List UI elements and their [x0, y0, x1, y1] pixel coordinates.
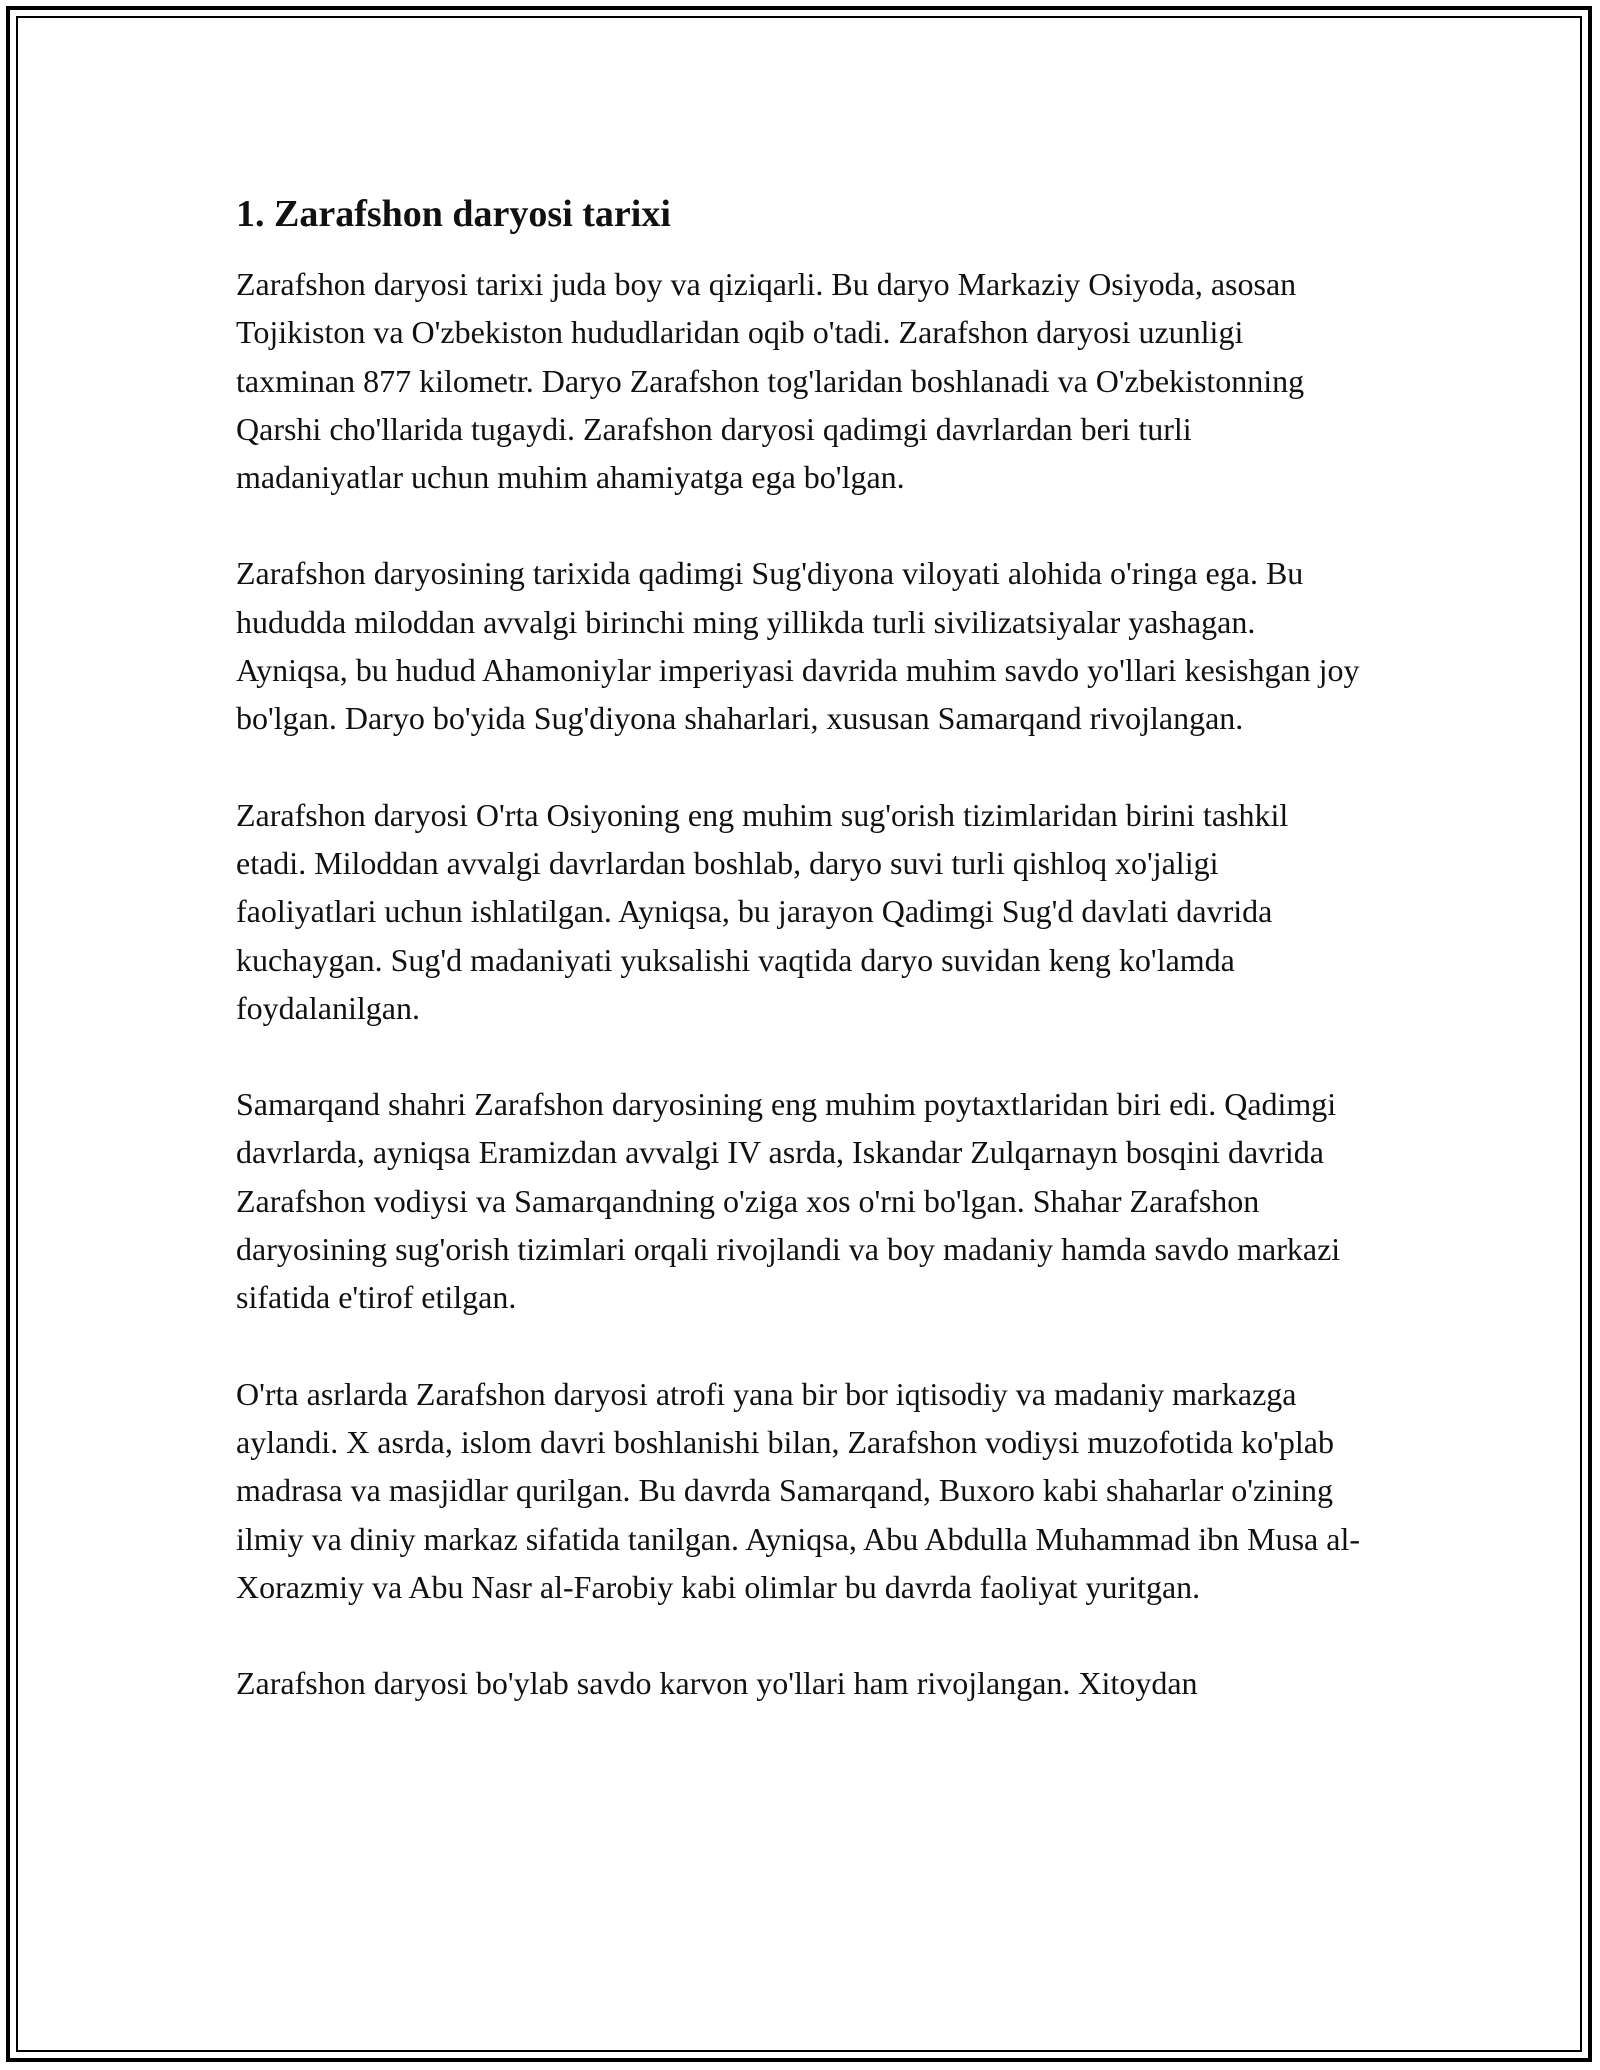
paragraph-3: Zarafshon daryosi O'rta Osiyoning eng muhim sug'orish tizimlaridan birini tashkil etadi. Miloddan avvalgi davrlardan boshlab, daryo suvi turli qishloq xo'jaligi faoliyatlari uchun ishlatilgan. Ayniqsa, bu jarayon Qadimgi Sug'd davlati davrida kuchaygan. Sug'd madaniyati yuksalishi vaqtida daryo suvidan keng ko'lamda foydalanilgan. — [236, 796, 1289, 1026]
document-body — [236, 186, 1366, 1755]
paragraph-1: Zarafshon daryosi tarixi juda boy va qiziqarli. Bu daryo Markaziy Osiyoda, asosan Tojikiston va O'zbekiston hududlaridan oqib o'tadi. Zarafshon daryosi uzunligi taxminan 877 kilometr. Daryo Zarafshon tog'laridan boshlanadi va O'zbekistonning Qarshi cho'llarida tugaydi. Zarafshon daryosi qadimgi davrlardan beri turli madaniyatlar uchun muhim ahamiyatga ega bo'lgan. — [236, 266, 1305, 496]
paragraph-2: Zarafshon daryosining tarixida qadimgi Sug'diyona viloyati alohida o'ringa ega. Bu hududda miloddan avvalgi birinchi ming yillikda turli sivilizatsiyalar yashagan. Ayniqsa, bu hudud Ahamoniylar imperiyasi davrida muhim savdo yo'llari kesishgan joy bo'lgan. Daryo bo'yida Sug'diyona shaharlari, xususan Samarqand rivojlangan. — [236, 555, 1360, 737]
paragraph-4: Samarqand shahri Zarafshon daryosining eng muhim poytaxtlaridan biri edi. Qadimgi davrlarda, ayniqsa Eramizdan avvalgi IV asrda, Iskandar Zulqarnayn bosqini davrida Zarafshon vodiysi va Samarqandning o'ziga xos o'rni bo'lgan. Shahar Zarafshon daryosining sug'orish tizimlari orqali rivojlandi va boy madaniy hamda savdo markazi sifatida e'tirof etilgan. — [236, 1086, 1341, 1316]
paragraph-6: Zarafshon daryosi bo'ylab savdo karvon yo'llari ham rivojlangan. Xitoydan — [236, 1665, 1198, 1702]
paragraph-5: O'rta asrlarda Zarafshon daryosi atrofi yana bir bor iqtisodiy va madaniy markazga aylandi. X asrda, islom davri boshlanishi bilan, Zarafshon vodiysi muzofotida ko'plab madrasa va masjidlar qurilgan. Bu davrda Samarqand, Buxoro kabi shaharlar o'zining ilmiy va diniy markaz sifatida tanilgan. Ayniqsa, Abu Abdulla Muhammad ibn Musa al-Xorazmiy va Abu Nasr al-Farobiy kabi olimlar bu davrda faoliyat yuritgan. — [236, 1375, 1360, 1605]
section-heading: 1. Zarafshon daryosi tarixi — [236, 193, 671, 235]
